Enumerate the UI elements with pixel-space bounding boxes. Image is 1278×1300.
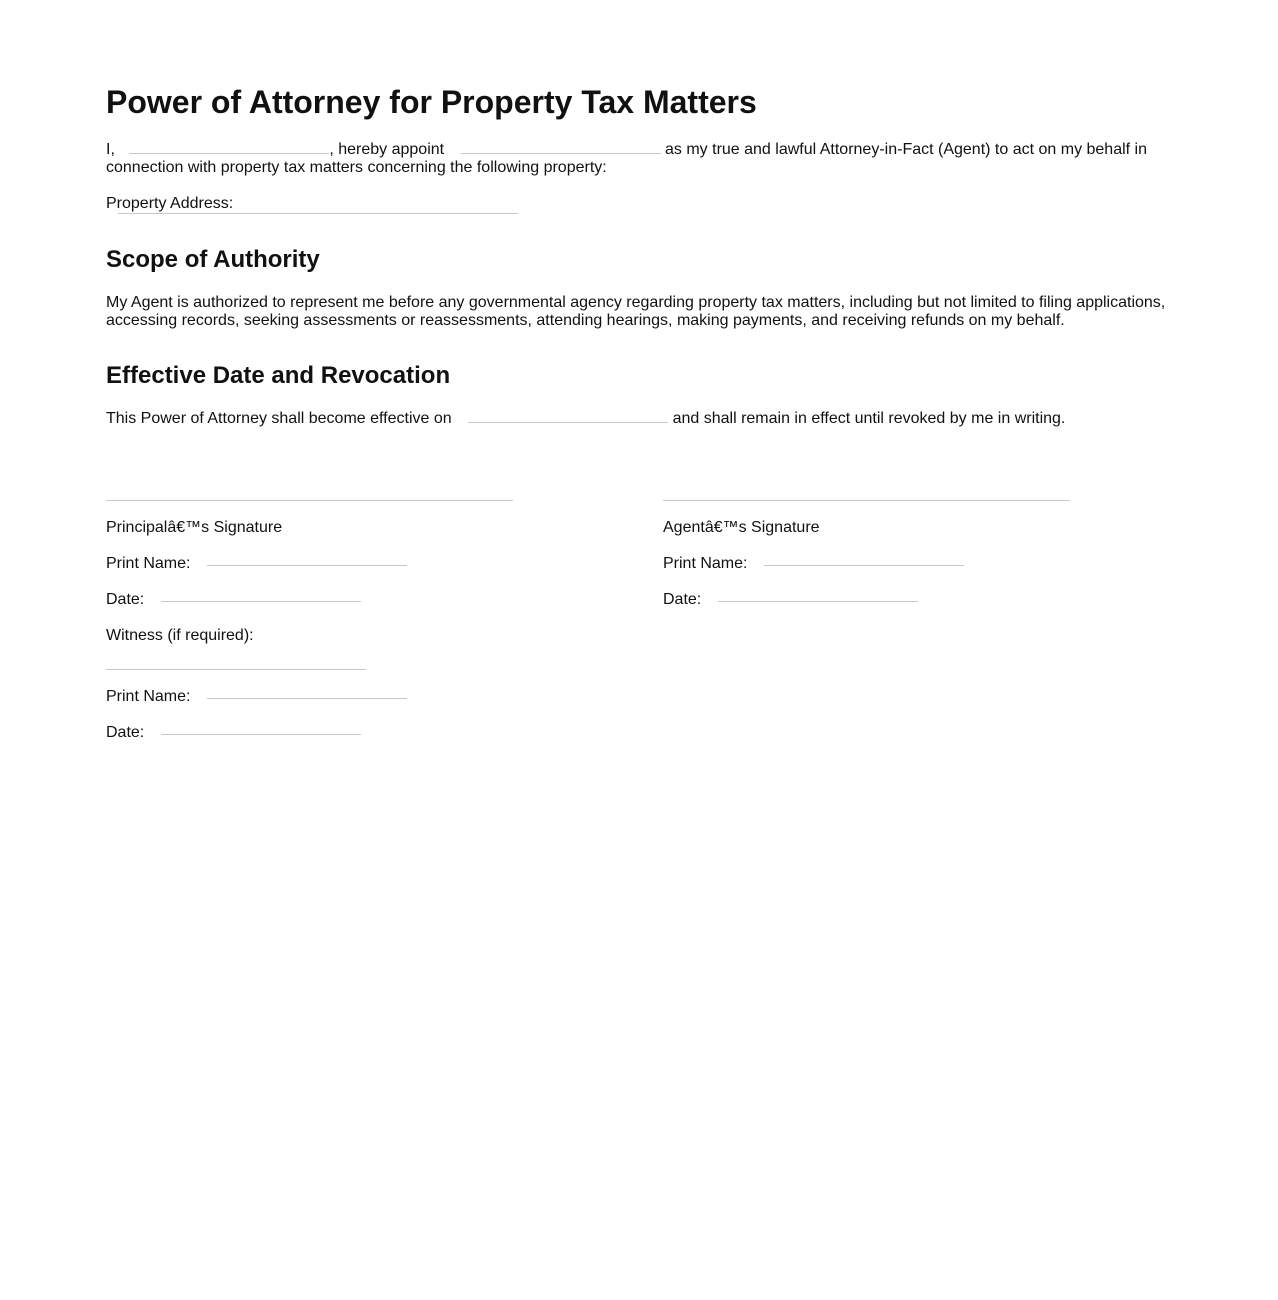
witness-signature-line[interactable] xyxy=(106,669,366,670)
witness-label: Witness (if required): xyxy=(106,627,254,644)
effective-text-1: This Power of Attorney shall become effective on xyxy=(106,410,452,427)
agent-signature-line[interactable] xyxy=(663,500,1070,501)
principal-signature-label: Principalâ€™s Signature xyxy=(106,519,283,536)
witness-date-field[interactable] xyxy=(161,734,361,735)
effective-date-field[interactable] xyxy=(468,412,668,423)
agent-date-field[interactable] xyxy=(718,601,918,602)
document-title: Power of Attorney for Property Tax Matters xyxy=(106,84,757,120)
agent-print-name-label: Print Name: xyxy=(663,555,748,572)
principal-date-label: Date: xyxy=(106,591,145,608)
effective-heading: Effective Date and Revocation xyxy=(106,362,451,389)
scope-heading: Scope of Authority xyxy=(106,246,320,273)
intro-text-2: , hereby appoint xyxy=(329,141,445,158)
principal-print-name-field[interactable] xyxy=(207,565,407,566)
agent-name-field[interactable] xyxy=(461,143,661,154)
witness-date-label: Date: xyxy=(106,724,145,741)
effective-paragraph xyxy=(106,410,1178,428)
intro-text-1: I, xyxy=(106,141,115,158)
witness-print-name-field[interactable] xyxy=(207,698,407,699)
property-address-label: Property Address: xyxy=(106,195,234,212)
agent-signature-label: Agentâ€™s Signature xyxy=(663,519,820,536)
principal-print-name-label: Print Name: xyxy=(106,555,191,572)
principal-signature-line[interactable] xyxy=(106,500,513,501)
effective-text-2: and shall remain in effect until revoked by me in writing. xyxy=(672,410,1066,427)
agent-print-name-field[interactable] xyxy=(764,565,964,566)
intro-text-3: as my true and lawful Attorney-in-Fact (Agent) to act on my behalf in connection with property tax matters concerning the following property: xyxy=(106,141,1147,176)
intro-paragraph xyxy=(106,141,1178,177)
scope-text: My Agent is authorized to represent me before any governmental agency regarding property tax matters, including but not limited to filing applications, accessing records, seeking assessments or reassessments, attending hearings, making payments, and receiving refunds on my behalf. xyxy=(106,294,1166,329)
agent-date-label: Date: xyxy=(663,591,702,608)
witness-print-name-label: Print Name: xyxy=(106,688,191,705)
principal-name-field[interactable] xyxy=(129,143,329,154)
property-address-field[interactable] xyxy=(118,213,518,214)
principal-date-field[interactable] xyxy=(161,601,361,602)
